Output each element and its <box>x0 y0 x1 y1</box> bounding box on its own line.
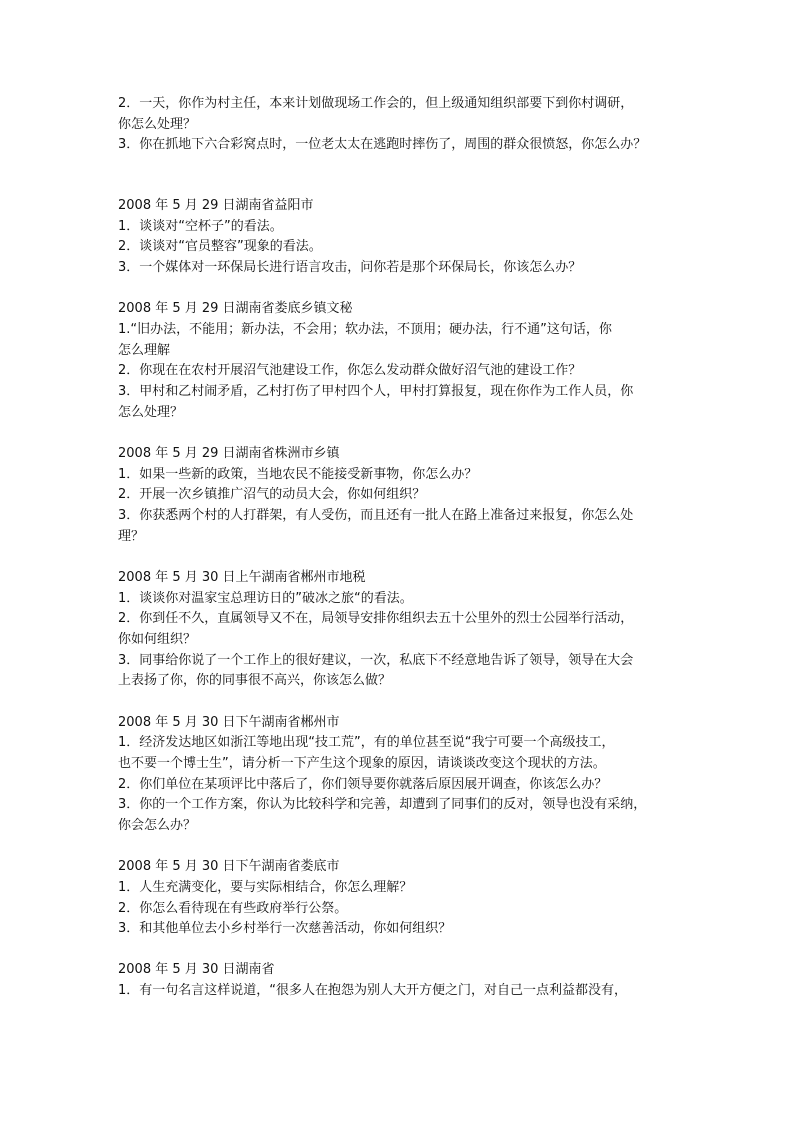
question-line: 1.“旧办法，不能用；新办法，不会用；软办法，不顶用；硬办法，行不通”这句话，你 <box>118 322 612 337</box>
question-line: 你怎么处理？ <box>118 116 197 132</box>
spacer <box>118 547 688 568</box>
spacer <box>118 837 688 858</box>
intro-block <box>118 94 688 156</box>
question-line: 怎么理解 <box>118 342 171 358</box>
question-line: 怎么处理？ <box>118 404 184 420</box>
spacer <box>118 940 688 961</box>
section-title: 2008 年 5 月 30 日下午湖南省娄底市 <box>118 859 340 875</box>
spacer <box>118 692 688 713</box>
question-line: 2．谈谈对“官员整容”现象的看法。 <box>118 239 322 255</box>
section-title: 2008 年 5 月 29 日湖南省娄底乡镇文秘 <box>118 301 353 317</box>
question-line: 1．有一句名言这样说道，“很多人在抱怨为别人大开方便之门，对自己一点利益都没有， <box>118 983 628 999</box>
exam-section <box>118 713 688 837</box>
question-line: 3．你在抓地下六合彩窝点时，一位老太太在逃跑时摔伤了，周围的群众很愤怒，你怎么办？ <box>118 137 647 153</box>
exam-section <box>118 299 688 423</box>
question-line: 理？ <box>118 528 145 544</box>
question-line: 2．你到任不久，直属领导又不在，局领导安排你组织去五十公里外的烈士公园举行活动， <box>118 611 634 627</box>
exam-section <box>118 857 688 940</box>
question-line: 2．你们单位在某项评比中落后了，你们领导要你就落后原因展开调查，你该怎么办？ <box>118 776 608 792</box>
exam-section <box>118 960 688 1001</box>
question-line: 3．同事给你说了一个工作上的很好建议，一次，私底下不经意地告诉了领导，领导在大会 <box>118 652 634 668</box>
question-line: 3．你获悉两个村的人打群架，有人受伤，而且还有一批人在路上准备过来报复，你怎么处 <box>118 508 634 523</box>
question-line: 2．你怎么看待现在有些政府举行公祭。 <box>118 900 348 916</box>
question-line: 3．和其他单位去小乡村举行一次慈善活动，你如何组织？ <box>118 921 452 937</box>
section-title: 2008 年 5 月 30 日上午湖南省郴州市地税 <box>118 569 366 585</box>
section-title: 2008 年 5 月 29 日湖南省株洲市乡镇 <box>118 445 340 461</box>
question-line: 2．一天，你作为村主任，本来计划做现场工作会的，但上级通知组织部要下到你村调研， <box>118 96 634 111</box>
question-line: 1．经济发达地区如浙江等地出现“技工荒”，有的单位甚至说“我宁可要一个高级技工， <box>118 735 615 751</box>
question-line: 3．你的一个工作方案，你认为比较科学和完善，却遭到了同事们的反对，领导也没有采纳， <box>118 797 647 813</box>
question-line: 3．甲村和乙村闹矛盾，乙村打伤了甲村四个人，甲村打算报复，现在你作为工作人员，你 <box>118 384 634 400</box>
question-line: 2．开展一次乡镇推广沼气的动员大会，你如何组织？ <box>118 487 426 503</box>
question-line: 也不要一个博士生”，请分析一下产生这个现象的原因，请谈谈改变这个现状的方法。 <box>118 755 606 771</box>
question-line: 1．谈谈你对温家宝总理访日的”破冰之旅“的看法。 <box>118 590 413 606</box>
section-title: 2008 年 5 月 30 日湖南省 <box>118 962 275 978</box>
spacer <box>118 156 688 196</box>
section-title: 2008 年 5 月 29 日湖南省益阳市 <box>118 198 314 214</box>
exam-section <box>118 444 688 547</box>
question-line: 上表扬了你，你的同事很不高兴，你该怎么做？ <box>118 673 392 689</box>
question-line: 1．如果一些新的政策，当地农民不能接受新事物，你怎么办？ <box>118 466 478 482</box>
exam-section <box>118 568 688 692</box>
question-line: 3．一个媒体对一环保局长进行语言攻击，问你若是那个环保局长，你该怎么办？ <box>118 260 582 276</box>
question-line: 2．你现在在农村开展沼气池建设工作，你怎么发动群众做好沼气池的建设工作？ <box>118 363 582 379</box>
section-title: 2008 年 5 月 30 日下午湖南省郴州市 <box>118 714 340 730</box>
spacer <box>118 279 688 300</box>
spacer <box>118 423 688 444</box>
question-line: 1．人生充满变化，要与实际相结合，你怎么理解？ <box>118 879 413 895</box>
document-body <box>118 94 688 1002</box>
question-line: 你会怎么办？ <box>118 817 197 833</box>
question-line: 1．谈谈对“空杯子”的看法。 <box>118 218 283 234</box>
exam-section <box>118 196 688 279</box>
question-line: 你如何组织？ <box>118 631 197 647</box>
